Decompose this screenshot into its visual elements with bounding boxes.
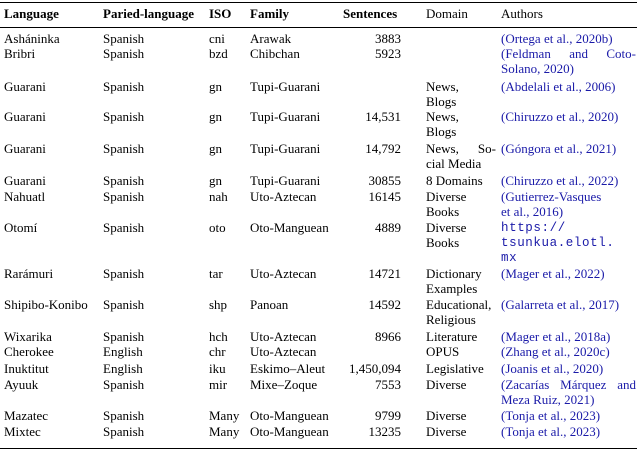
language-cell: Inuktitut (4, 361, 49, 376)
sentences-cell: 30855 (368, 173, 401, 188)
citation-link[interactable]: (Mager et al., 2018a) (501, 329, 611, 344)
corpus-url[interactable]: https:// (501, 221, 566, 235)
language-cell: Shipibo-Konibo (4, 297, 88, 312)
language-cell: Cherokee (4, 344, 54, 359)
family-cell: Tupi-Guarani (250, 173, 321, 188)
domain-cell: Religious (426, 312, 476, 327)
citation-link[interactable]: (Zacarías Márquez and (501, 377, 636, 392)
citation-link[interactable]: (Galarreta et al., 2017) (501, 297, 620, 312)
family-cell: Uto-Aztecan (250, 189, 317, 204)
domain-cell: Diverse (426, 220, 467, 235)
paired-cell: Spanish (103, 141, 145, 156)
domain-cell: OPUS (426, 344, 460, 359)
domain-cell: 8 Domains (426, 173, 483, 188)
iso-cell: cni (209, 31, 225, 46)
domain-cell: Examples (426, 281, 478, 296)
header-paired-language: Paried-language (103, 6, 194, 21)
paired-cell: Spanish (103, 266, 145, 281)
iso-cell: chr (209, 344, 226, 359)
iso-cell: Many (209, 424, 240, 439)
iso-cell: Many (209, 408, 240, 423)
domain-cell: cial Media (426, 156, 482, 171)
paired-cell: English (103, 344, 143, 359)
corpus-url[interactable]: mx (501, 251, 518, 265)
language-cell: Nahuatl (4, 189, 46, 204)
citation-link[interactable]: (Chiruzzo et al., 2020) (501, 109, 619, 124)
family-cell: Tupi-Guarani (250, 109, 321, 124)
sentences-cell: 8966 (375, 329, 401, 344)
sentences-cell: 16145 (368, 189, 401, 204)
paired-cell: Spanish (103, 46, 145, 61)
citation-link[interactable]: (Ortega et al., 2020b) (501, 31, 613, 46)
paired-cell: Spanish (103, 220, 145, 235)
domain-cell: Literature (426, 329, 478, 344)
language-cell: Asháninka (4, 31, 60, 46)
header-domain: Domain (426, 6, 468, 21)
language-cell: Guarani (4, 109, 46, 124)
domain-cell: News, (426, 109, 459, 124)
sentences-cell: 9799 (375, 408, 401, 423)
language-cell: Bribri (4, 46, 36, 61)
language-cell: Ayuuk (4, 377, 39, 392)
family-cell: Oto-Manguean (250, 424, 329, 439)
iso-cell: gn (209, 109, 222, 124)
sentences-cell: 14592 (368, 297, 401, 312)
family-cell: Eskimo–Aleut (250, 361, 326, 376)
header-family: Family (250, 6, 289, 21)
domain-cell: Diverse (426, 424, 467, 439)
language-cell: Guarani (4, 141, 46, 156)
citation-link[interactable]: Meza Ruiz, 2021) (501, 392, 595, 407)
family-cell: Uto-Aztecan (250, 266, 317, 281)
header-rule (0, 27, 637, 28)
language-cell: Otomí (4, 220, 38, 235)
paired-cell: Spanish (103, 189, 145, 204)
domain-cell: Educational, (426, 297, 492, 312)
iso-cell: tar (209, 266, 223, 281)
iso-cell: hch (209, 329, 228, 344)
domain-cell: Legislative (426, 361, 484, 376)
paired-cell: Spanish (103, 31, 145, 46)
iso-cell: oto (209, 220, 226, 235)
sentences-cell: 3883 (375, 31, 401, 46)
iso-cell: gn (209, 141, 222, 156)
citation-link[interactable]: (Mager et al., 2022) (501, 266, 605, 281)
domain-cell: Diverse (426, 377, 467, 392)
family-cell: Mixe–Zoque (250, 377, 318, 392)
sentences-cell: 1,450,094 (349, 361, 401, 376)
language-cell: Mixtec (4, 424, 41, 439)
family-cell: Oto-Manguean (250, 408, 329, 423)
iso-cell: gn (209, 173, 222, 188)
iso-cell: nah (209, 189, 228, 204)
citation-link[interactable]: Solano, 2020) (501, 61, 574, 76)
family-cell: Tupi-Guarani (250, 141, 321, 156)
sentences-cell: 13235 (368, 424, 401, 439)
domain-cell: Blogs (426, 124, 457, 139)
citation-link[interactable]: et al., 2016) (501, 204, 564, 219)
language-cell: Rarámuri (4, 266, 54, 281)
citation-link[interactable]: (Gutierrez-Vasques (501, 189, 602, 204)
iso-cell: mir (209, 377, 228, 392)
sentences-cell: 14,531 (365, 109, 401, 124)
family-cell: Tupi-Guarani (250, 79, 321, 94)
domain-cell: Diverse (426, 408, 467, 423)
paired-cell: Spanish (103, 297, 145, 312)
domain-cell: Books (426, 235, 460, 250)
paired-cell: English (103, 361, 143, 376)
citation-link[interactable]: (Góngora et al., 2021) (501, 141, 617, 156)
citation-link[interactable]: (Abdelali et al., 2006) (501, 79, 616, 94)
header-authors: Authors (501, 6, 543, 21)
paired-cell: Spanish (103, 173, 145, 188)
language-cell: Mazatec (4, 408, 49, 423)
family-cell: Chibchan (250, 46, 300, 61)
family-cell: Arawak (250, 31, 292, 46)
sentences-cell: 4889 (375, 220, 401, 235)
paired-cell: Spanish (103, 377, 145, 392)
header-iso: ISO (209, 6, 232, 21)
sentences-cell: 14721 (368, 266, 401, 281)
paired-cell: Spanish (103, 109, 145, 124)
header-language: Language (4, 6, 59, 21)
language-cell: Guarani (4, 173, 46, 188)
family-cell: Oto-Manguean (250, 220, 329, 235)
language-cell: Wixarika (4, 329, 52, 344)
sentences-cell: 7553 (375, 377, 401, 392)
citation-link[interactable]: (Chiruzzo et al., 2022) (501, 173, 619, 188)
family-cell: Uto-Aztecan (250, 344, 317, 359)
corpus-url[interactable]: tsunkua.elotl. (501, 236, 615, 250)
citation-link[interactable]: (Joanis et al., 2020) (501, 361, 604, 376)
top-rule (0, 2, 637, 3)
paired-cell: Spanish (103, 79, 145, 94)
citation-link[interactable]: (Tonja et al., 2023) (501, 424, 601, 439)
family-cell: Uto-Aztecan (250, 329, 317, 344)
iso-cell: shp (209, 297, 228, 312)
domain-cell: News, So- (426, 141, 496, 156)
citation-link[interactable]: (Tonja et al., 2023) (501, 408, 601, 423)
domain-cell: Diverse (426, 189, 467, 204)
iso-cell: gn (209, 79, 222, 94)
sentences-cell: 14,792 (365, 141, 401, 156)
language-cell: Guarani (4, 79, 46, 94)
sentences-cell: 5923 (375, 46, 401, 61)
paired-cell: Spanish (103, 329, 145, 344)
domain-cell: Blogs (426, 94, 457, 109)
family-cell: Panoan (250, 297, 289, 312)
domain-cell: Books (426, 204, 460, 219)
domain-cell: Dictionary (426, 266, 482, 281)
citation-link[interactable]: (Zhang et al., 2020c) (501, 344, 610, 359)
citation-link[interactable]: (Feldman and Coto- (501, 46, 636, 61)
iso-cell: iku (209, 361, 226, 376)
paired-cell: Spanish (103, 424, 145, 439)
iso-cell: bzd (209, 46, 228, 61)
paired-cell: Spanish (103, 408, 145, 423)
bottom-rule (0, 448, 637, 449)
domain-cell: News, (426, 79, 459, 94)
header-sentences: Sentences (343, 6, 398, 21)
